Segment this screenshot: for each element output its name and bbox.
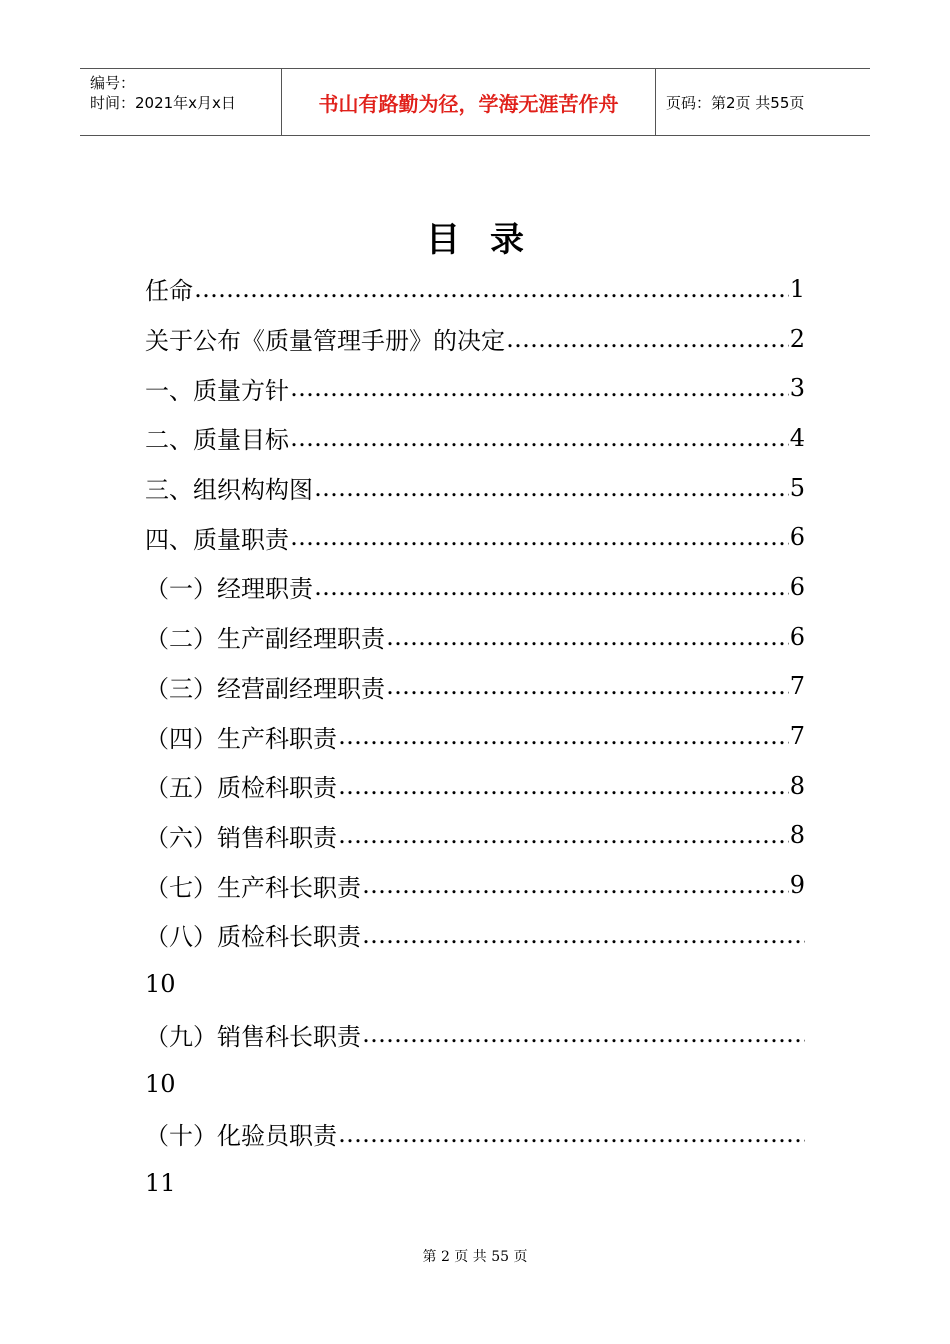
toc-item[interactable] <box>145 612 805 662</box>
page-footer: 第 2 页 共 55 页 <box>422 1249 528 1265</box>
toc-item-page: 7 <box>789 722 805 751</box>
toc-leader-dots <box>290 523 789 551</box>
toc-item-label: 一、质量方针 <box>145 376 289 405</box>
toc-item[interactable] <box>145 811 805 861</box>
toc-item[interactable] <box>145 512 805 562</box>
toc-item-page: 10 <box>145 1069 176 1098</box>
toc-item-page: 4 <box>789 423 805 452</box>
toc-item[interactable] <box>145 910 805 960</box>
toc-item-page: 6 <box>789 622 805 651</box>
toc-item[interactable] <box>145 860 805 910</box>
table-of-contents <box>145 264 805 1208</box>
toc-item-page: 8 <box>789 821 805 850</box>
header-motto: 书山有路勤为径，学海无涯苦作舟 <box>282 69 656 135</box>
toc-item-page: 9 <box>789 871 805 900</box>
number-label: 编号： <box>90 74 136 92</box>
toc-leader-dots <box>194 275 789 303</box>
toc-item-page: 11 <box>145 1169 176 1198</box>
toc-leader-dots <box>314 474 789 502</box>
toc-item-page: 2 <box>789 324 805 353</box>
toc-leader-dots <box>290 424 789 452</box>
toc-leader-dots <box>314 573 789 601</box>
toc-leader-dots <box>386 623 789 651</box>
toc-leader-dots <box>338 722 789 750</box>
toc-leader-dots <box>362 871 789 899</box>
toc-leader-dots <box>386 672 789 700</box>
toc-item[interactable] <box>145 1109 805 1159</box>
toc-leader-dots <box>506 325 789 353</box>
header-page-info: 页码：第2页 共55页 <box>666 93 805 112</box>
toc-item-label: （一）经理职责 <box>145 575 313 604</box>
toc-item-page-wrapped <box>145 1059 805 1109</box>
toc-item-label: 四、质量职责 <box>145 525 289 554</box>
toc-item-page: 8 <box>789 771 805 800</box>
toc-leader-dots <box>338 772 789 800</box>
toc-item-label: 三、组织构构图 <box>145 476 313 505</box>
toc-item-page: 7 <box>789 672 805 701</box>
toc-leader-dots <box>338 821 789 849</box>
page-header <box>80 68 870 136</box>
toc-item[interactable] <box>145 711 805 761</box>
page-title: 目录 <box>426 220 554 260</box>
header-left-cell <box>80 69 282 135</box>
toc-item-label: （三）经营副经理职责 <box>145 674 385 703</box>
toc-item-label: 二、质量目标 <box>145 426 289 455</box>
toc-item-label: （七）生产科长职责 <box>145 873 361 902</box>
toc-item-page: 6 <box>789 572 805 601</box>
toc-item-label: （四）生产科职责 <box>145 724 337 753</box>
toc-item-page-wrapped <box>145 1158 805 1208</box>
toc-item-label: （十）化验员职责 <box>145 1122 337 1151</box>
toc-item[interactable] <box>145 363 805 413</box>
toc-item[interactable] <box>145 761 805 811</box>
toc-item[interactable] <box>145 413 805 463</box>
toc-item-page: 1 <box>789 274 805 303</box>
toc-item-label: 任命 <box>145 277 193 306</box>
toc-item-label: （五）质检科职责 <box>145 774 337 803</box>
toc-item-page: 6 <box>789 523 805 552</box>
toc-item-label: （九）销售科长职责 <box>145 1022 361 1051</box>
toc-item-page: 3 <box>789 374 805 403</box>
toc-leader-dots <box>362 1020 805 1048</box>
toc-item-page-wrapped <box>145 960 805 1010</box>
toc-item[interactable] <box>145 314 805 364</box>
toc-leader-dots <box>290 374 789 402</box>
toc-item[interactable] <box>145 562 805 612</box>
toc-item-page: 5 <box>789 473 805 502</box>
toc-item-label: （六）销售科职责 <box>145 823 337 852</box>
toc-item[interactable] <box>145 662 805 712</box>
toc-item[interactable] <box>145 463 805 513</box>
toc-item-label: （八）质检科长职责 <box>145 923 361 952</box>
toc-item-label: 关于公布《质量管理手册》的决定 <box>145 327 505 356</box>
toc-leader-dots <box>338 1120 805 1148</box>
toc-leader-dots <box>362 921 805 949</box>
toc-item-label: （二）生产副经理职责 <box>145 625 385 654</box>
toc-item[interactable] <box>145 1009 805 1059</box>
time-label: 时间：2021年x月x日 <box>90 94 236 112</box>
toc-item-page: 10 <box>145 970 176 999</box>
toc-item[interactable] <box>145 264 805 314</box>
